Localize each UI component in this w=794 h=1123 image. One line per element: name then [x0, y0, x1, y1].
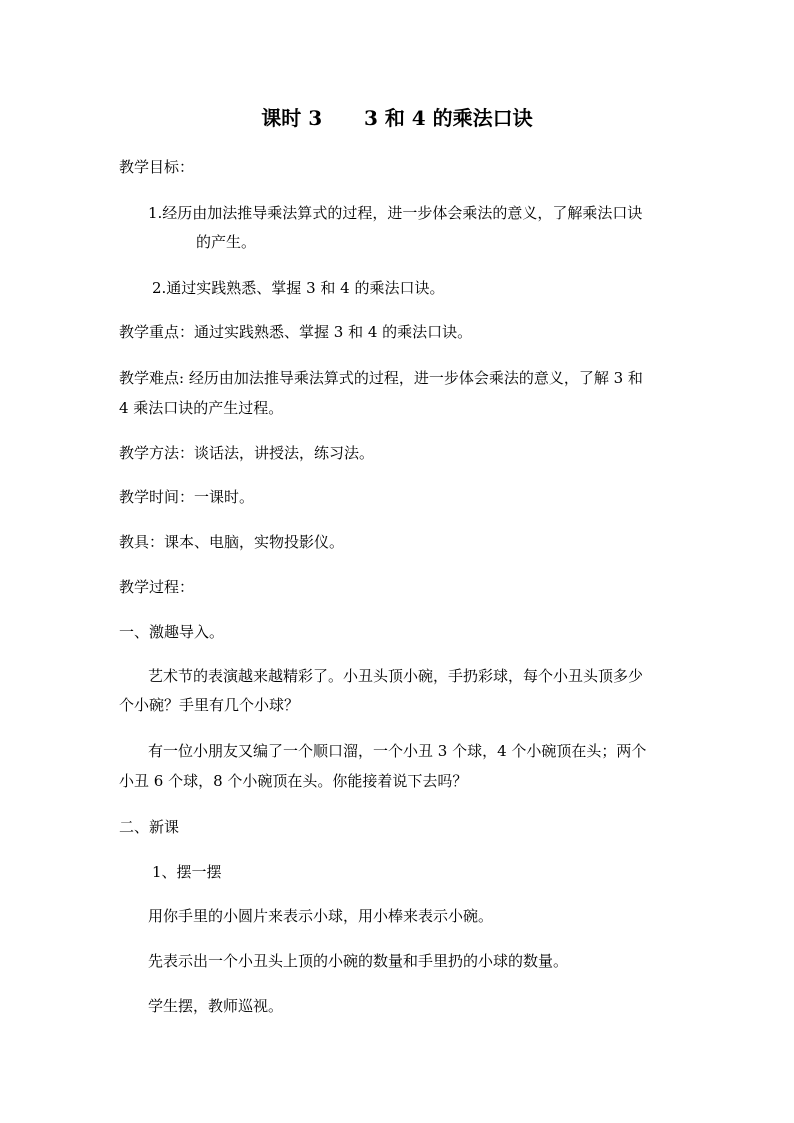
- subsection-1-heading: 1、摆一摆: [152, 863, 222, 881]
- activity-instruction: 用你手里的小圆片来表示小球，用小棒来表示小碗。: [148, 907, 494, 925]
- intro-paragraph-1-line-2: 个小碗？手里有几个小球？: [119, 696, 300, 714]
- teaching-aids: 教具：课本、电脑，实物投影仪。: [119, 533, 345, 551]
- section-1-heading: 一、激趣导入。: [119, 623, 225, 641]
- teaching-focus: 教学重点：通过实践熟悉、掌握 3 和 4 的乘法口诀。: [119, 323, 473, 341]
- goal-1-line-2: 的产生。: [196, 233, 257, 251]
- teaching-difficulty-line-1: 教学难点: 经历由加法推导乘法算式的过程，进一步体会乘法的意义，了解 3 和: [119, 369, 643, 387]
- section-2-heading: 二、新课: [119, 818, 180, 836]
- goal-1-line-1: 1.经历由加法推导乘法算式的过程，进一步体会乘法的意义，了解乘法口诀: [148, 204, 643, 222]
- intro-paragraph-2-line-1: 有一位小朋友又编了一个顺口溜，一个小丑 3 个球，4 个小碗顶在头；两个: [148, 742, 647, 760]
- teaching-process-heading: 教学过程：: [119, 578, 195, 596]
- teaching-method: 教学方法：谈话法，讲授法，练习法。: [119, 444, 375, 462]
- teaching-time: 教学时间：一课时。: [119, 488, 255, 506]
- activity-step: 先表示出一个小丑头上顶的小碗的数量和手里扔的小球的数量。: [148, 952, 569, 970]
- teaching-goals-heading: 教学目标：: [119, 158, 195, 176]
- intro-paragraph-1-line-1: 艺术节的表演越来越精彩了。小丑头顶小碗，手扔彩球，每个小丑头顶多少: [148, 667, 644, 685]
- intro-paragraph-2-line-2: 小丑 6 个球，8 个小碗顶在头。你能接着说下去吗？: [119, 772, 468, 790]
- goal-2: 2.通过实践熟悉、掌握 3 和 4 的乘法口诀。: [152, 279, 445, 297]
- teaching-difficulty-line-2: 4 乘法口诀的产生过程。: [119, 399, 284, 417]
- lesson-title: 课时 3 3 和 4 的乘法口诀: [261, 106, 533, 130]
- student-activity: 学生摆，教师巡视。: [148, 997, 284, 1015]
